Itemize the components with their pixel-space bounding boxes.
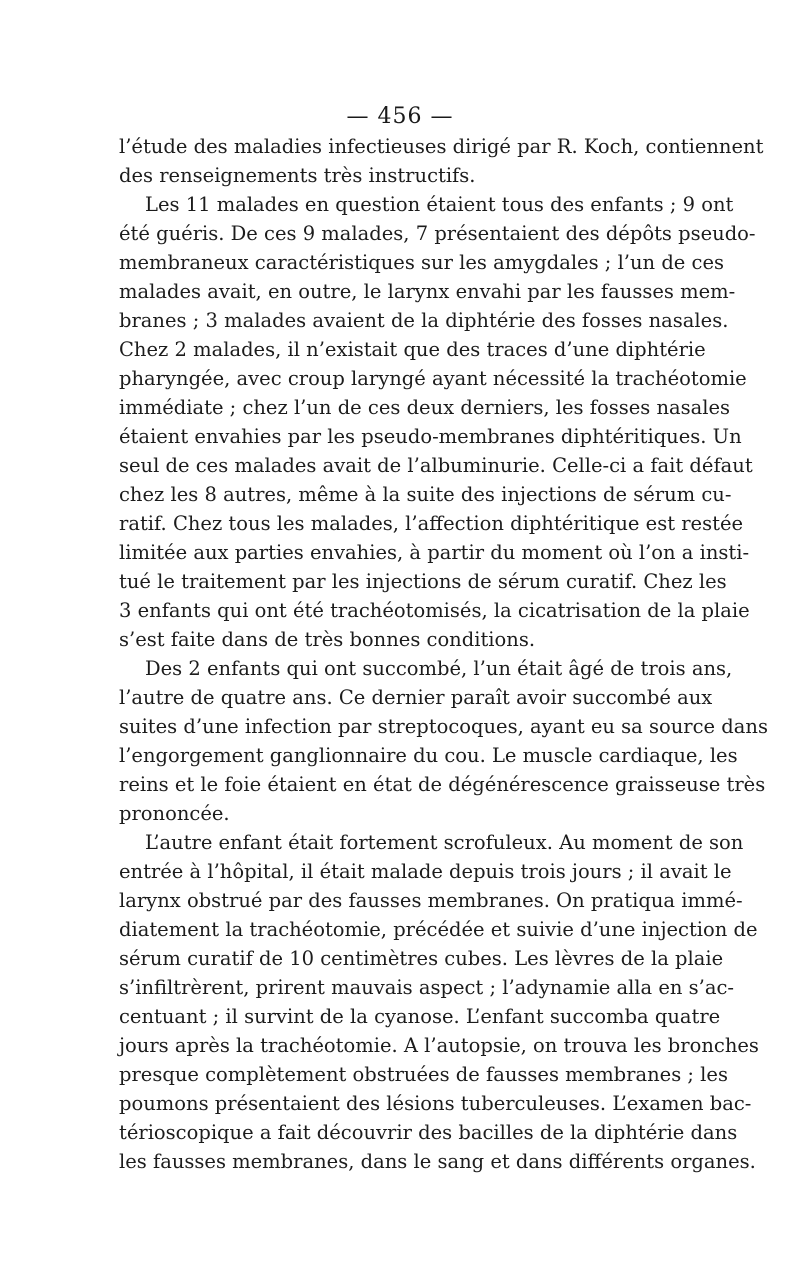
text-line: des renseignements très instructifs.	[119, 164, 476, 187]
text-line: 3 enfants qui ont été trachéotomisés, la cicatrisation de la plaie	[119, 599, 750, 622]
text-line: malades avait, en outre, le larynx envahi par les fausses mem-	[119, 280, 736, 303]
text-line: l’étude des maladies infectieuses dirigé par R. Koch, contiennent	[119, 135, 764, 158]
text-line: sérum curatif de 10 centimètres cubes. Les lèvres de la plaie	[119, 947, 724, 970]
text-line: prononcée.	[119, 802, 230, 825]
text-line: s’est faite dans de très bonnes conditions.	[119, 628, 536, 651]
text-line: reins et le foie étaient en état de dégénérescence graisseuse très	[119, 773, 766, 796]
text-line: presque complètement obstruées de fausses membranes ; les	[119, 1063, 728, 1086]
text-line: été guéris. De ces 9 malades, 7 présentaient des dépôts pseudo-	[119, 222, 756, 245]
text-line: pharyngée, avec croup laryngé ayant nécessité la trachéotomie	[119, 367, 747, 390]
text-line: l’autre de quatre ans. Ce dernier paraît avoir succombé aux	[119, 686, 713, 709]
text-line: seul de ces malades avait de l’albuminurie. Celle-ci a fait défaut	[119, 454, 753, 477]
text-line: centuant ; il survint de la cyanose. L’enfant succomba quatre	[119, 1005, 721, 1028]
paragraph-start-line: L’autre enfant était fortement scrofuleux. Au moment de son	[145, 831, 744, 854]
paragraph-start-line: Des 2 enfants qui ont succombé, l’un était âgé de trois ans,	[145, 657, 733, 680]
text-line: s’infiltrèrent, prirent mauvais aspect ; l’adynamie alla en s’ac-	[119, 976, 735, 999]
text-line: chez les 8 autres, même à la suite des injections de sérum cu-	[119, 483, 732, 506]
text-line: térioscopique a fait découvrir des bacilles de la diphtérie dans	[119, 1121, 738, 1144]
text-line: étaient envahies par les pseudo-membranes diphtéritiques. Un	[119, 425, 742, 448]
text-line: ratif. Chez tous les malades, l’affection diphtéritique est restée	[119, 512, 744, 535]
text-line: poumons présentaient des lésions tuberculeuses. L’examen bac-	[119, 1092, 752, 1115]
body-text	[119, 132, 768, 1176]
paragraph-start-line: Les 11 malades en question étaient tous des enfants ; 9 ont	[145, 193, 734, 216]
text-line: l’engorgement ganglionnaire du cou. Le muscle cardiaque, les	[119, 744, 738, 767]
text-line: Chez 2 malades, il n’existait que des traces d’une diphtérie	[119, 338, 706, 361]
text-line: diatement la trachéotomie, précédée et suivie d’une injection de	[119, 918, 758, 941]
text-line: les fausses membranes, dans le sang et dans différents organes.	[119, 1150, 756, 1173]
text-line: suites d’une infection par streptocoques, ayant eu sa source dans	[119, 715, 768, 738]
page-number: — 456 —	[346, 104, 454, 129]
text-line: limitée aux parties envahies, à partir du moment où l’on a insti-	[119, 541, 750, 564]
text-line: branes ; 3 malades avaient de la diphtérie des fosses nasales.	[119, 309, 729, 332]
text-line: entrée à l’hôpital, il était malade depuis trois jours ; il avait le	[119, 860, 732, 883]
text-line: larynx obstrué par des fausses membranes. On pratiqua immé-	[119, 889, 743, 912]
text-line: immédiate ; chez l’un de ces deux derniers, les fosses nasales	[119, 396, 731, 419]
text-line: membraneux caractéristiques sur les amygdales ; l’un de ces	[119, 251, 725, 274]
text-line: tué le traitement par les injections de sérum curatif. Chez les	[119, 570, 727, 593]
text-line: jours après la trachéotomie. A l’autopsie, on trouva les bronches	[119, 1034, 759, 1057]
